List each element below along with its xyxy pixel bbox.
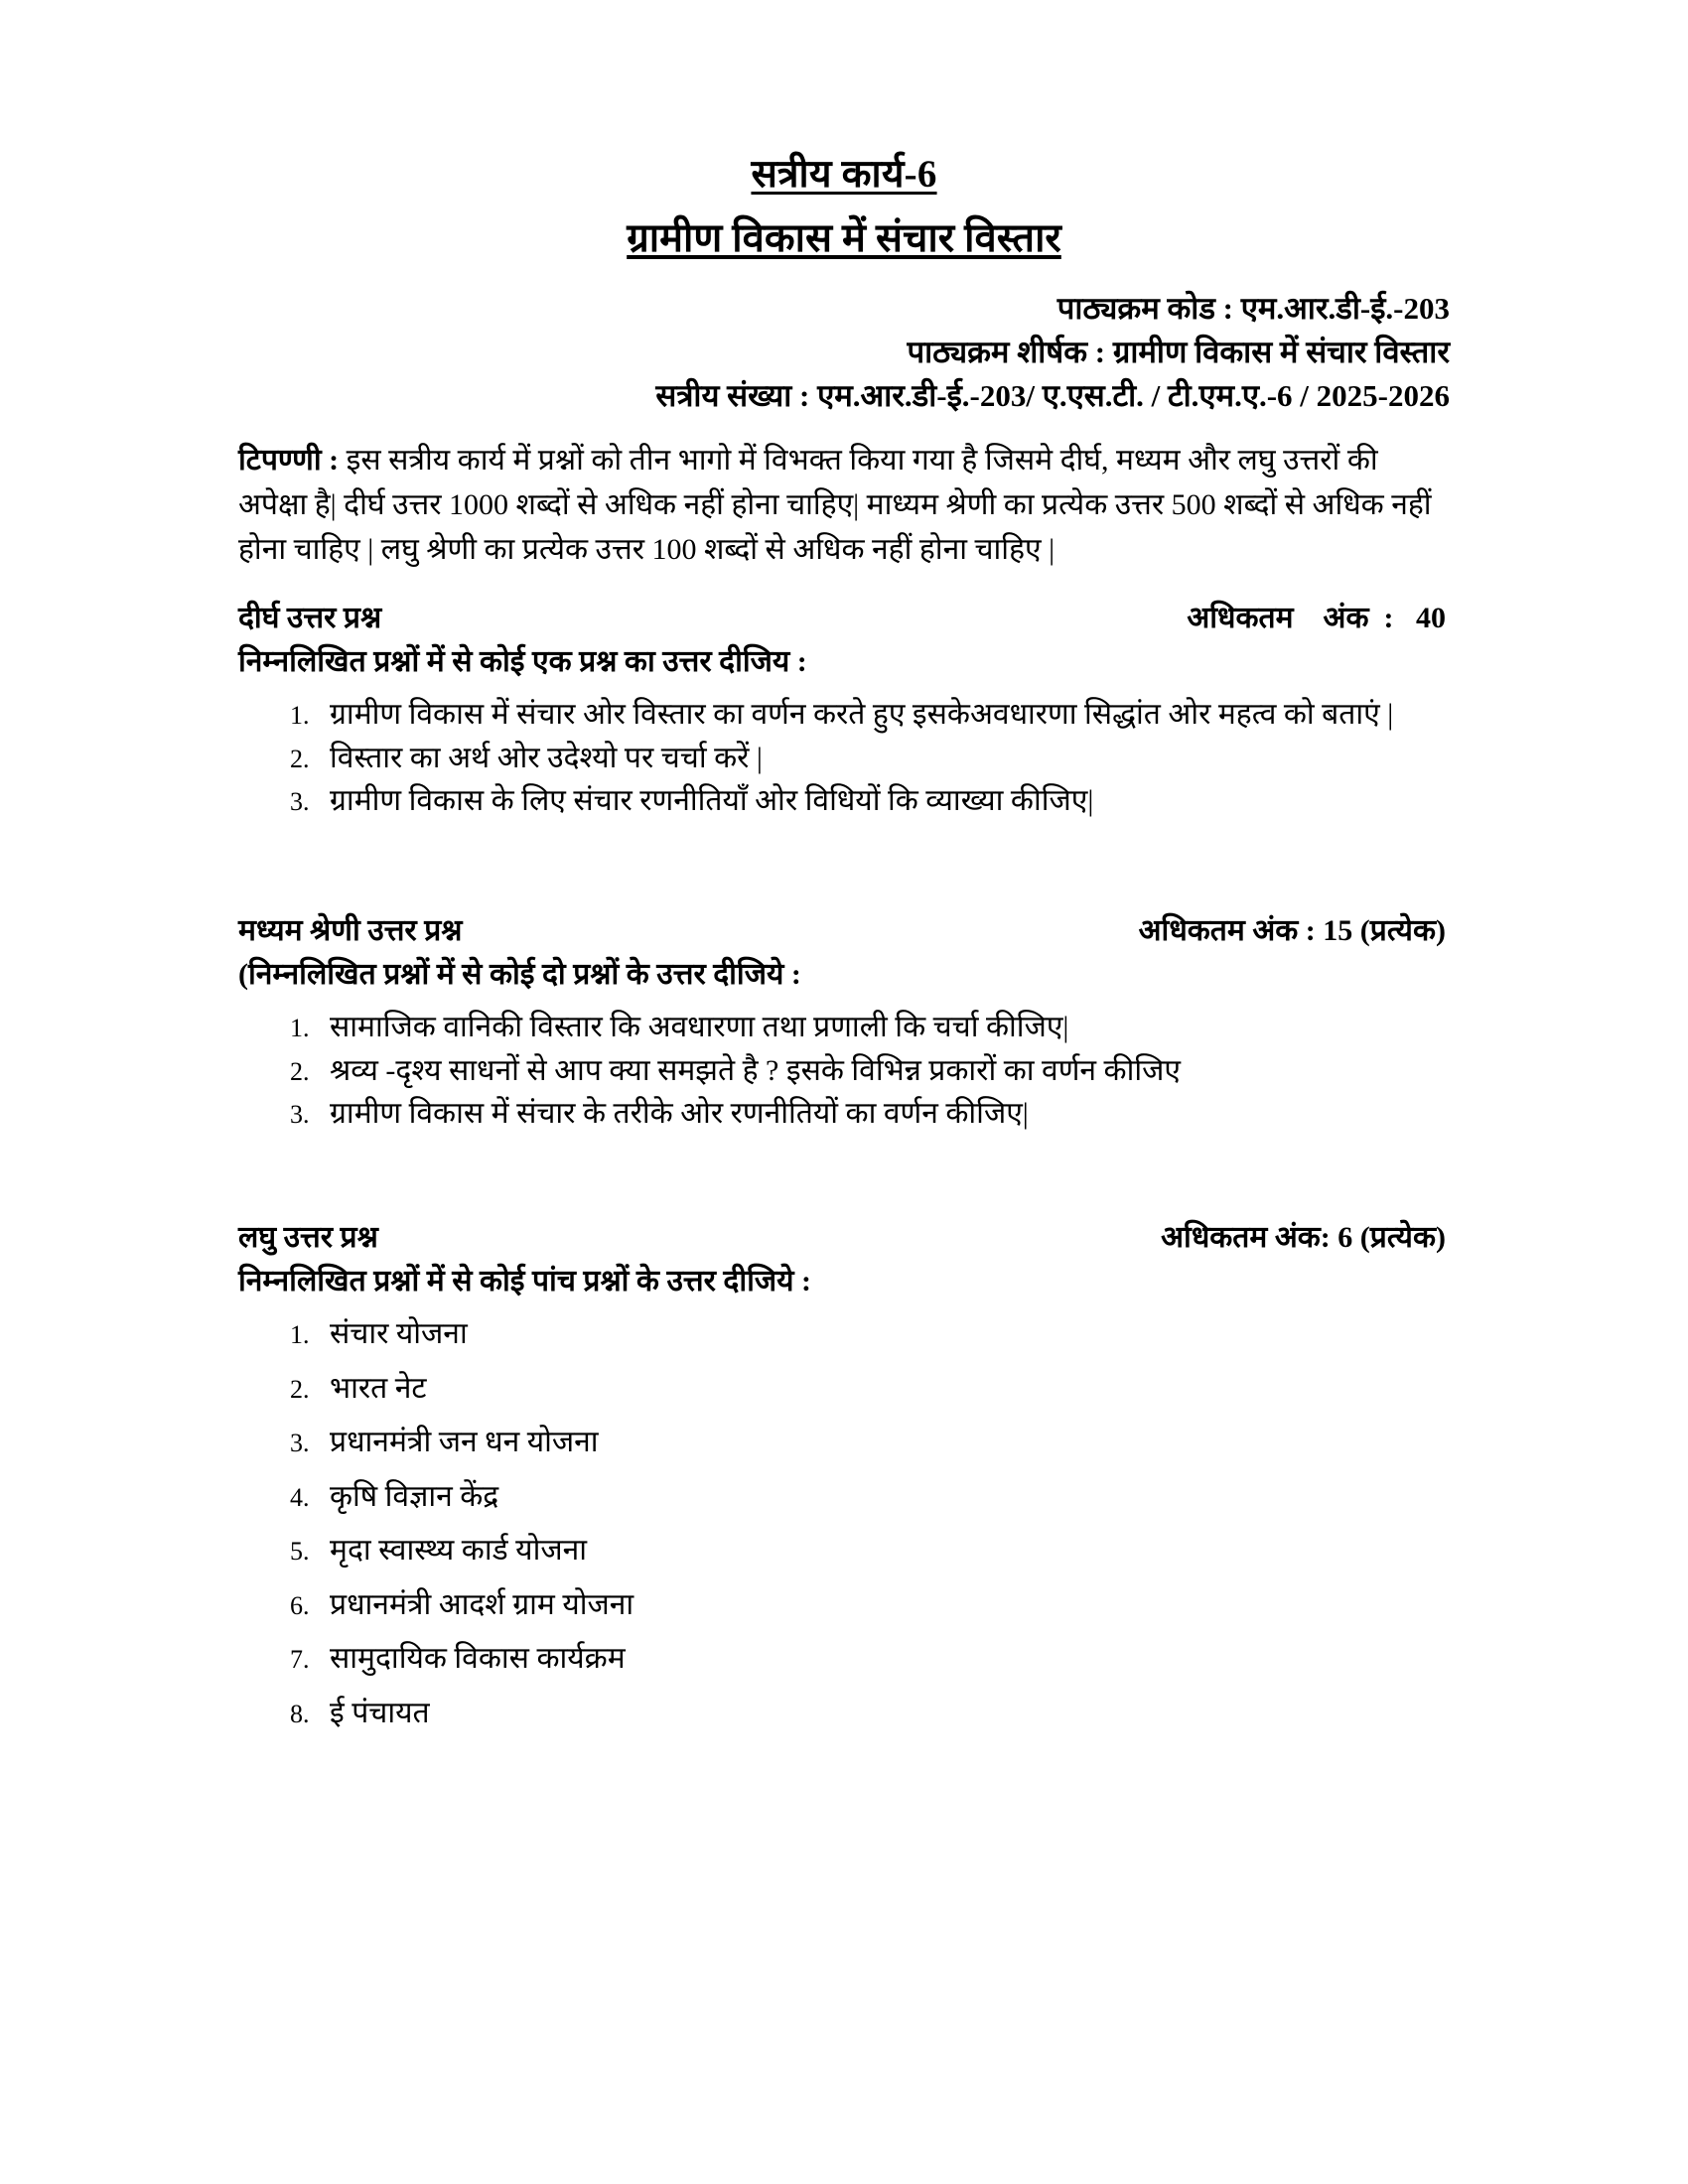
question-list-long: [238, 693, 1450, 823]
note-text: इस सत्रीय कार्य में प्रश्नों को तीन भागो में विभक्त किया गया है जिसमे दीर्घ, मध्यम और लघु उत्तरों की अपेक्षा है| दीर्घ उत्तर 1000 शब्दों से अधिक नहीं होना चाहिए| माध्यम श्रेणी का प्रत्येक उत्तर 500 शब्दों से अधिक नहीं होना चाहिए | लघु श्रेणी का प्रत्येक उत्तर 100 शब्दों से अधिक नहीं होना चाहिए |: [238, 443, 1432, 566]
section-header-row: [238, 1217, 1450, 1259]
section-instruction: (निम्नलिखित प्रश्नों में से कोई दो प्रश्नों के उत्तर दीजिये :: [238, 957, 801, 991]
page-title: सत्रीय कार्य-6: [751, 153, 937, 196]
section-max-marks: अधिकतम अंक : 15 (प्रत्येक): [1138, 913, 1446, 947]
assignment-number-line: सत्रीय संख्या : एम.आर.डी-ई.-203/ ए.एस.टी. / टी.एम.ए.-6 / 2025-2026: [655, 377, 1450, 413]
list-item: 3. प्रधानमंत्री जन धन योजना: [316, 1421, 1450, 1464]
section-max-marks: अधिकतम अंक: 6 (प्रत्येक): [1161, 1220, 1446, 1254]
section-header-row: [238, 598, 1450, 639]
note-paragraph: [238, 438, 1450, 572]
document-subtitle-container: [238, 211, 1450, 265]
section-title: दीर्घ उत्तर प्रश्न: [238, 601, 382, 634]
list-item: 2. विस्तार का अर्थ ओर उदेश्यो पर चर्चा करें |: [316, 737, 1450, 780]
page-subtitle: ग्रामीण विकास में संचार विस्तार: [627, 214, 1061, 260]
section-title: लघु उत्तर प्रश्न: [238, 1220, 378, 1254]
course-code-line: पाठ्यक्रम कोड : एम.आर.डी-ई.-203: [1056, 290, 1450, 326]
list-item: 1. संचार योजना: [316, 1312, 1450, 1356]
section-medium-answer: [238, 910, 1450, 1136]
list-item: 3. ग्रामीण विकास के लिए संचार रणनीतियाँ ओर विधियों कि व्याख्या कीजिए|: [316, 779, 1450, 823]
section-header-row: [238, 910, 1450, 952]
course-meta-block: [238, 287, 1450, 418]
document-title-container: [238, 149, 1450, 202]
list-item: 1. सामाजिक वानिकी विस्तार कि अवधारणा तथा प्रणाली कि चर्चा कीजिए|: [316, 1006, 1450, 1049]
note-label: टिपण्णी :: [238, 443, 340, 477]
section-instruction: निम्नलिखित प्रश्नों में से कोई पांच प्रश्नों के उत्तर दीजिये :: [238, 1264, 812, 1297]
section-spacer: [238, 823, 1450, 885]
list-item: 7. सामुदायिक विकास कार्यक्रम: [316, 1637, 1450, 1681]
section-instruction: निम्नलिखित प्रश्नों में से कोई एक प्रश्न का उत्तर दीजिय :: [238, 644, 807, 678]
section-max-marks: अधिकतम अंक : 40: [1187, 601, 1446, 634]
section-long-answer: [238, 598, 1450, 823]
question-list-short: [238, 1312, 1450, 1734]
list-item: 4. कृषि विज्ञान केंद्र: [316, 1475, 1450, 1519]
list-item: 8. ई पंचायत: [316, 1692, 1450, 1735]
question-list-medium: [238, 1006, 1450, 1136]
list-item: 5. मृदा स्वास्थ्य कार्ड योजना: [316, 1529, 1450, 1572]
list-item: 2. भारत नेट: [316, 1367, 1450, 1411]
list-item: 3. ग्रामीण विकास में संचार के तरीके ओर रणनीतियों का वर्णन कीजिए|: [316, 1092, 1450, 1136]
section-short-answer: [238, 1217, 1450, 1735]
course-title-line: पाठ्यक्रम शीर्षक : ग्रामीण विकास में संचार विस्तार: [907, 334, 1450, 369]
section-spacer: [238, 1136, 1450, 1191]
list-item: 1. ग्रामीण विकास में संचार ओर विस्तार का वर्णन करते हुए इसकेअवधारणा सिद्धांत ओर महत्व को बताएं |: [316, 693, 1450, 737]
list-item: 2. श्रव्य -दृश्य साधनों से आप क्या समझते है ? इसके विभिन्न प्रकारों का वर्णन कीजिए: [316, 1049, 1450, 1093]
list-item: 6. प्रधानमंत्री आदर्श ग्राम योजना: [316, 1583, 1450, 1627]
section-title: मध्यम श्रेणी उत्तर प्रश्न: [238, 913, 463, 947]
